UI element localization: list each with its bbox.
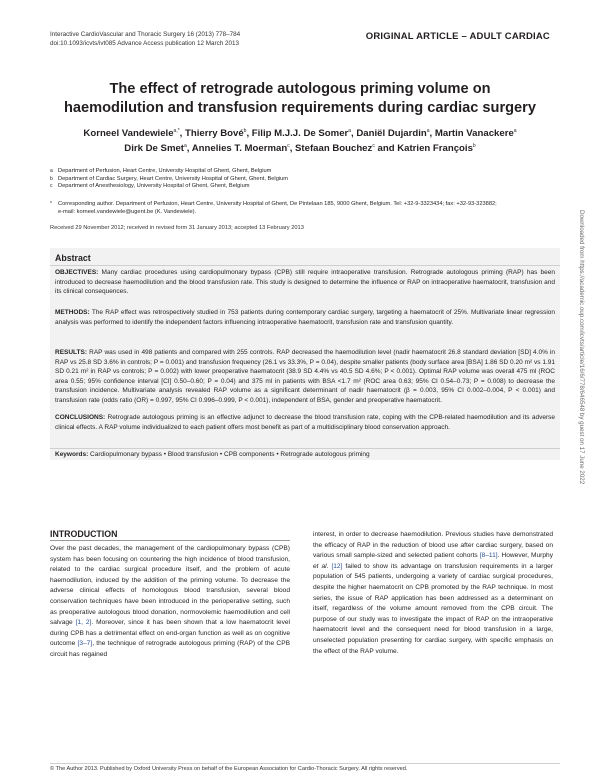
- intro-text: interest, in order to decrease haemodilution. Previous studies have demonstrated the efficacy of RAP in the reduction of blood use after cardiac surgery, based on various small sample-sized and selected patient cohorts: [313, 531, 553, 560]
- keywords-label: Keywords:: [55, 451, 89, 458]
- author-affil-mark: b: [243, 127, 247, 134]
- introduction-heading: INTRODUCTION: [50, 529, 118, 539]
- corresponding-key: *: [50, 201, 52, 207]
- download-watermark: Downloaded from https://academic.oup.com/icvts/article/16/6/778/646548 by guest on 17 June 2022: [578, 210, 585, 485]
- intro-text: . Moreover, since it has been shown that a low haematocrit level during CPB has a detrimental effect on end-organ function as well as on cognitive outcome: [50, 619, 290, 648]
- author-name: , Annelies T. Moerman: [186, 143, 288, 154]
- results-text: RAP was used in 498 patients and compared with 255 controls. RAP decreased the haemodilution level (nadir haematocrit 26.8 standard deviation [SD] 4.0% in RAP vs 25.8 SD 3.6% in controls; P = 0.001) and transfusion frequency (26.1 vs 33.3%, P = 0.04), despite smaller patients (body surface area [BSA] 1.86 SD 0.20 m² vs 1.91 SD 0.21 m² in RAP vs controls; P = 0.002) with lower preoperative haematocrit (38.9 SD 4.4% vs 40.5 SD 4.6%; P < 0.001). Optimal RAP volume was overall 475 ml (ROC area 0.55; 95% confidence interval [CI] 0.50–0.60; P = 0.04) and 375 ml in patients with BSA <1.7 m² (ROC area 0.63; 95% CI 0.54–0.73; P = 0.008) to decrease the transfusion incidence. Multivariate analysis revealed RAP volume as a significant determinant of nadir haematocrit (β = 0.003, 95% CI 0.002–0.004, P < 0.001) and transfusion rate (odds ratio (OR) = 0.997, 95% CI 0.996–0.999, P < 0.001), independent of BSA, gender and preoperative haematocrit.: [55, 349, 555, 404]
- intro-text: , the technique of retrograde autologous priming (RAP) of the CPB circuit has regained: [50, 640, 290, 658]
- article-title: [50, 80, 550, 118]
- author-line-1: [60, 126, 540, 141]
- doi-line: doi:10.1093/icvts/ivt085 Advance Access publication 12 March 2013: [50, 40, 240, 47]
- affiliations: [50, 168, 288, 191]
- abstract-divider: [50, 265, 560, 266]
- author-affil-mark: a: [426, 127, 430, 134]
- author-name: and Katrien François: [374, 143, 473, 154]
- keywords: [55, 451, 370, 458]
- conclusions-label: CONCLUSIONS:: [55, 414, 106, 421]
- et-al: et al.: [313, 562, 329, 570]
- keywords-text: Cardiopulmonary bypass • Blood transfusion • CPB components • Retrograde autologous priming: [88, 451, 370, 458]
- author-affil-mark: c: [372, 142, 375, 149]
- affiliation-text: Department of Perfusion, Heart Centre, University Hospital of Ghent, Ghent, Belgium: [58, 168, 272, 174]
- author-name: , Filip M.J.J. De Somer: [246, 128, 349, 139]
- author-name: , Martin Vanackere: [429, 128, 514, 139]
- objectives-label: OBJECTIVES:: [55, 269, 99, 276]
- citation-link[interactable]: [12]: [331, 562, 343, 570]
- results-label: RESULTS:: [55, 349, 88, 356]
- journal-citation: Interactive CardioVascular and Thoracic Surgery 16 (2013) 778–784: [50, 31, 241, 38]
- body-column-right: [313, 530, 553, 657]
- affiliation-key: c: [50, 183, 53, 189]
- author-affil-mark: b: [472, 142, 476, 149]
- author-name: , Daniël Dujardin: [351, 128, 427, 139]
- intro-text: Over the past decades, the management of the cardiopulmonary bypass (CPB) system has been focusing on countering the high incidence of blood transfusion, related to the cardiac surgical procedure itself, and the problem of acute haemodilution, induced by the addition of the priming volume. To decrease the adverse clinical effects of homologous blood transfusion, several blood conservation techniques have been introduced in the perioperative setting, such as preoperative autologous blood donation, normovolemic haemodilution and cell salvage: [50, 545, 290, 627]
- author-line-2: [60, 141, 540, 156]
- author-name: Korneel Vandewiele: [83, 128, 174, 139]
- body-column-left: [50, 544, 290, 661]
- author-list: [60, 126, 540, 156]
- affiliation-key: a: [50, 168, 53, 174]
- abstract-results: [55, 348, 555, 405]
- journal-header: [50, 30, 240, 48]
- methods-label: METHODS:: [55, 309, 90, 316]
- affiliation-item: [50, 183, 288, 191]
- affiliation-text: Department of Anesthesiology, University Hospital of Ghent, Ghent, Belgium: [58, 183, 250, 189]
- intro-text: failed to show its advantage on transfusion requirements in a larger population of 545 patients, undergoing a variety of cardiac surgical procedures, despite the higher haematocrit on CPB promoted by the RAP technique. In most series, the issue of RAP application has been addressed as a determinant on itself, regardless of the volume amount removed from the CPB circuit. The purpose of our study was to investigate the impact of RAP on the intraoperative haematocrit level and the consequent need for blood transfusion in a large, unselected population presenting for cardiac surgery, with specific emphasis on the effect of the RAP volume.: [313, 562, 553, 655]
- author-name: Dirk De Smet: [124, 143, 184, 154]
- author-affil-mark: a: [348, 127, 352, 134]
- author-affil-mark: a: [184, 142, 187, 149]
- author-affil-mark: a,*: [173, 127, 180, 134]
- title-line-1: The effect of retrograde autologous priming volume on: [109, 81, 491, 97]
- affiliation-item: [50, 168, 288, 176]
- abstract-heading: Abstract: [55, 253, 91, 263]
- corresponding-line-1: Corresponding author. Department of Perfusion, Heart Centre, University Hospital of Ghent, De Pintelaan 185, 9000 Ghent, Belgium. Tel: +32-9-3323434; fax: +32-93-323882;: [58, 201, 497, 207]
- objectives-text: Many cardiac procedures using cardiopulmonary bypass (CPB) still require intraoperative transfusion. Retrograde autologous priming (RAP) has been introduced to decrease haemodilution and the blood transfusion rate. This study is designed to determine the influence or RAP on intraoperative haematocrit, transfusion and its clinical consequences.: [55, 269, 555, 295]
- abstract-objectives: [55, 268, 555, 297]
- received-dates: Received 29 November 2012; received in revised form 31 January 2013; accepted 13 February 2013: [50, 225, 304, 231]
- author-name: , Thierry Bové: [179, 128, 244, 139]
- title-line-2: haemodilution and transfusion requirements during cardiac surgery: [64, 100, 536, 116]
- intro-text: . However, Murphy: [497, 552, 553, 560]
- corresponding-text: [58, 201, 553, 216]
- author-affil-mark: c: [287, 142, 290, 149]
- corresponding-author: [50, 201, 555, 216]
- introduction-rule: [50, 540, 290, 541]
- citation-link[interactable]: [8–11]: [479, 552, 498, 560]
- author-name: , Stefaan Bouchez: [289, 143, 373, 154]
- methods-text: The RAP effect was retrospectively studied in 753 patients during contemporary cardiac surgery, targeting a haematocrit of 25%. Multivariate linear regression analysis was performed to identify the independent factors influencing intraoperative haematocrit, transfusion rate and transfusion quantity.: [55, 309, 555, 326]
- citation-link[interactable]: [3–7]: [77, 640, 93, 648]
- footer-divider: [50, 763, 560, 764]
- copyright-notice: © The Author 2013. Published by Oxford University Press on behalf of the European Association for Cardio-Thoracic Surgery. All rights reserved.: [50, 766, 408, 772]
- affiliation-key: b: [50, 175, 53, 182]
- corresponding-email[interactable]: e-mail: korneel.vandewiele@ugent.be (K. Vandewiele).: [58, 208, 197, 215]
- affiliation-item: [50, 176, 288, 184]
- abstract-conclusions: [55, 413, 555, 432]
- affiliation-text: Department of Cardiac Surgery, Heart Centre, University Hospital of Ghent, Ghent, Belgium: [58, 175, 289, 182]
- keywords-divider: [50, 448, 560, 449]
- abstract-methods: [55, 308, 555, 327]
- citation-link[interactable]: [1, 2]: [75, 619, 92, 627]
- conclusions-text: Retrograde autologous priming is an effective adjunct to decrease the blood transfusion rate, coping with the CPB-related haemodilution and its adverse clinical effects. A RAP volume individualized to each patient offers most benefit as part of a multidisciplinary blood conservation approach.: [55, 414, 555, 431]
- author-affil-mark: a: [513, 127, 517, 134]
- section-label: ORIGINAL ARTICLE – ADULT CARDIAC: [365, 31, 550, 42]
